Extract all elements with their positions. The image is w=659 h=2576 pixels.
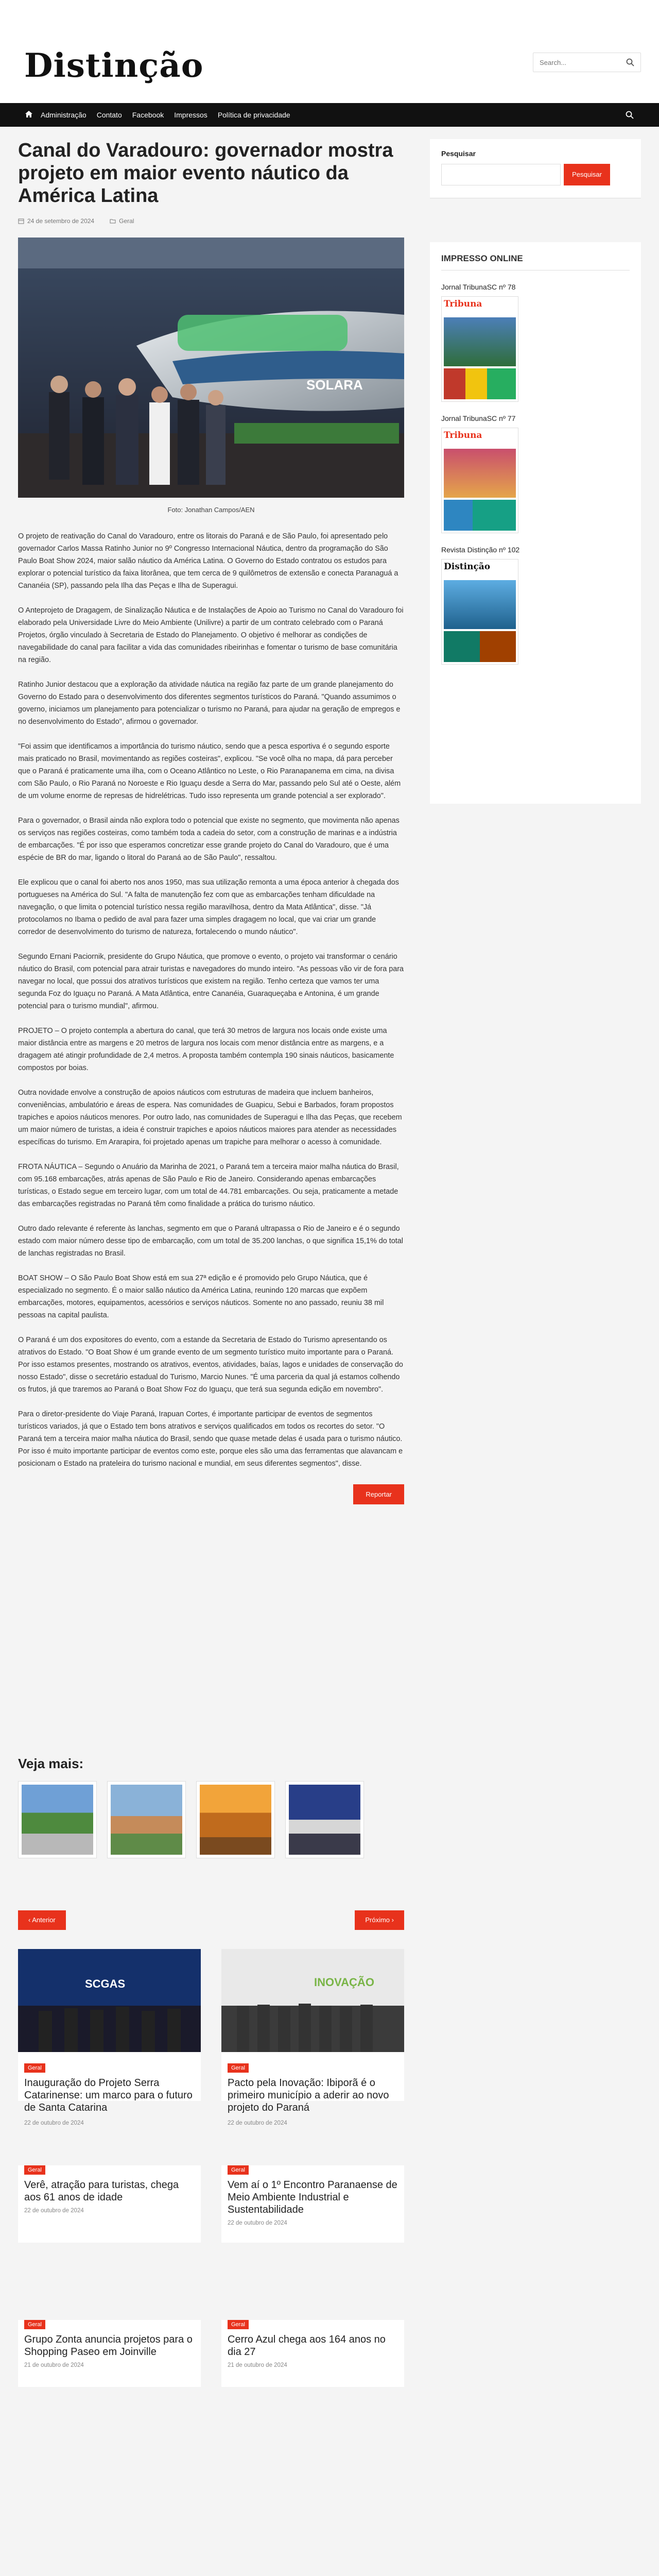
impresso-online-widget: [430, 242, 641, 804]
article-category[interactable]: Geral: [119, 217, 134, 225]
article-paragraph: O Anteprojeto de Dragagem, de Sinalização Náutica e de Instalações de Apoio ao Turismo no Canal do Varadouro foi elaborado pela Universidade Livre do Meio Ambiente (Unilivre) a partir de um contrato celebrado com o Paraná Projetos, órgão vinculado à Secretaria de Estado do Planejamento. O objetivo é melhorar as condições de navegabilidade do canal para facilitar a vida das comunidades ribeirinhas e fomentar o turismo de base comunitária na região.: [18, 606, 404, 664]
nav-item-privacidade[interactable]: Política de privacidade: [217, 111, 290, 119]
nav-item-contato[interactable]: Contato: [96, 111, 122, 119]
main-nav: [0, 103, 659, 127]
site-header: [0, 0, 659, 103]
article-paragraph: PROJETO – O projeto contempla a abertura do canal, que terá 30 metros de largura nos locais onde existe uma maior distância entre as margens e 20 metros de largura nos locais com menor distância entre as margens, e a dragagem até atingir profundidade de 2,4 metros. A proposta também contempla 190 sinais náuticos, basicamente compostos por boias.: [18, 1027, 394, 1072]
nav-item-impressos[interactable]: Impressos: [174, 111, 207, 119]
next-post-button[interactable]: Próximo ›: [355, 1910, 404, 1930]
report-button[interactable]: Reportar: [353, 1484, 404, 1504]
site-logo[interactable]: Distinção: [24, 46, 204, 85]
magazine-cover[interactable]: Tribuna: [441, 428, 518, 533]
nav-search-icon[interactable]: [626, 111, 634, 119]
prev-post-button[interactable]: ‹ Anterior: [18, 1910, 66, 1930]
related-thumb[interactable]: [196, 1781, 275, 1858]
header-search[interactable]: [533, 53, 641, 72]
article-paragraph: O Paraná é um dos expositores do evento, com a estande da Secretaria de Estado do Turismo apresentando os atrativos do Estado. "O Boat Show é um grande evento de um segmento turístico muito importante para o Paraná. Por isso estamos presentes, mostrando os atrativos, eventos, atividades, baías, lagos e unidades de conservação do nosso Estado", disse o secretário estadual do Turismo, Marcio Nunes. "É uma parceria da qual já estamos colhendo os frutos, já que traremos ao Paraná o Boat Show Foz do Iguaçu, que terá sua segunda edição em novembro".: [18, 1336, 403, 1394]
article-paragraph: Outro dado relevante é referente às lanchas, segmento em que o Paraná ultrapassa o Rio de Janeiro e é o segundo estado com maior número desse tipo de embarcação, com um total de 35.200 lanchas, o que significa 15,1% do total de lanchas registradas no Brasil.: [18, 1225, 403, 1258]
post-badge[interactable]: Geral: [24, 2165, 45, 2175]
article-hero-image: [18, 238, 404, 498]
header-search-input[interactable]: [533, 53, 616, 72]
related-thumb[interactable]: [107, 1781, 186, 1858]
article-paragraph: Outra novidade envolve a construção de apoios náuticos com estruturas de madeira que incluem banheiros, conveniências, ambulatório e áreas de espera. Nas comunidades de Guapicu, Sebui e Barbados, foram propostos trapiches e apoios náuticos menores. Por outro lado, nas comunidades de Superagui e Ilha das Peças, que recebem um maior número de turistas, a ideia é construir trapiches e apoios náuticos maiores para atender as necessidades específicas do turismo. Em Ararapira, foi projetado apenas um trapiche para melhorar o acesso à comunidade.: [18, 1089, 402, 1146]
magazine-item[interactable]: [441, 414, 630, 533]
post-badge[interactable]: Geral: [24, 2063, 45, 2073]
post-badge[interactable]: Geral: [228, 2063, 249, 2073]
sidebar-search-input[interactable]: [441, 164, 561, 185]
post-card[interactable]: [18, 2165, 201, 2243]
related-thumb[interactable]: [18, 1781, 97, 1858]
home-icon[interactable]: [18, 103, 36, 127]
magazine-label[interactable]: Jornal TribunaSC nº 78: [441, 283, 516, 291]
nav-item-administracao[interactable]: Administração: [41, 111, 86, 119]
sidebar-search: [430, 139, 641, 198]
article-paragraph: O projeto de reativação do Canal do Varadouro, entre os litorais do Paraná e de São Paulo, foi apresentado pelo governador Carlos Massa Ratinho Junior no 9º Congresso Internacional Náutica, dentro da programação do São Paulo Boat Show 2024, maior salão náutico da América Latina. O Governo do Estado contratou os estudos para explorar o potencial turístico da faixa litorânea, que tem cerca de 9 quilômetros de extensão e conecta Paranaguá a Cananéia (SP), passando pela Ilha das Peças e Ilha de Superagui.: [18, 532, 398, 590]
article-paragraph: BOAT SHOW – O São Paulo Boat Show está em sua 27ª edição e é promovido pelo Grupo Náutica, que é especializado no segmento. É o maior salão náutico da América Latina, reunindo 120 marcas que expõem embarcações, motores, equipamentos, acessórios e serviços náuticos. Somente no ano passado, reuniu 38 mil pessoas na capital paulista.: [18, 1274, 384, 1319]
article-body: [18, 530, 404, 1470]
post-date: 22 de outubro de 2024: [228, 2220, 287, 2226]
impresso-online-title: IMPRESSO ONLINE: [441, 253, 630, 270]
sidebar: [430, 139, 641, 572]
post-card[interactable]: [221, 1949, 404, 2126]
post-title[interactable]: Verê, atração para turistas, chega aos 61 anos de idade: [24, 2179, 179, 2203]
post-title[interactable]: Cerro Azul chega aos 164 anos no dia 27: [228, 2334, 386, 2358]
article-paragraph: Segundo Ernani Paciornik, presidente do Grupo Náutica, que promove o evento, o projeto vai transformar o cenário náutico do Brasil, com potencial para atrair turistas e navegadores do mundo inteiro. "As pessoas vão vir de fora para navegar no local, que possui dos atrativos turísticos que existem na região. Tenho certeza que vamos ter uma segunda Foz do Iguaçu no Paraná. A Mata Atlântica, entre Cananéia, Guaraqueçaba e Antonina, é um grande potencial para o turismo mundial", afirmou.: [18, 953, 404, 1010]
post-badge[interactable]: Geral: [228, 2320, 249, 2329]
post-badge[interactable]: Geral: [24, 2320, 45, 2329]
svg-text:INOVAÇÃO: INOVAÇÃO: [314, 1976, 374, 1989]
post-date: 21 de outubro de 2024: [24, 2362, 84, 2368]
article-paragraph: Para o diretor-presidente do Viaje Paraná, Irapuan Cortes, é importante participar de eventos de segmentos turísticos variados, já que o Estado tem bons atrativos e serviços qualificados em todos os recortes do setor. "O Paraná tem a terceira maior malha náutica do Brasil, sendo que quase metade delas é usada para o turismo náutico. Por isso é muito importante participar de eventos como este, porque eles são uma das ferramentas que alavancam e posicionam o Estado na prateleira do turismo nacional e mundial, em seus diferentes segmentos", disse.: [18, 1410, 403, 1468]
article: [18, 139, 404, 1504]
sidebar-search-button[interactable]: Pesquisar: [564, 164, 610, 185]
article-paragraph: FROTA NÁUTICA – Segundo o Anuário da Marinha de 2021, o Paraná tem a terceira maior malha náutica do Brasil, com 95.168 embarcações, atrás apenas de São Paulo e Rio de Janeiro. Considerando apenas embarcações turísticas, o Estado segue em terceiro lugar, com um total de 44.781 embarcações. Ou seja, praticamente a metade das embarcações registradas no Paraná têm como finalidade a prática do turismo náutico.: [18, 1163, 399, 1208]
image-caption: Foto: Jonathan Campos/AEN: [167, 506, 255, 514]
post-date: 22 de outubro de 2024: [24, 2120, 84, 2126]
post-card[interactable]: [221, 2320, 404, 2387]
post-title[interactable]: Vem aí o 1º Encontro Paranaense de Meio Ambiente Industrial e Sustentabilidade: [228, 2179, 397, 2215]
magazine-item[interactable]: [441, 283, 630, 402]
svg-text:SCGAS: SCGAS: [85, 1977, 126, 1990]
magazine-item[interactable]: [441, 546, 630, 665]
article-paragraph: Ele explicou que o canal foi aberto nos anos 1950, mas sua utilização remonta a uma época anterior à chegada dos portugueses na América do Sul. "A falta de manutenção fez com que as embarcações tenham dificuldade na navegação, o que limita o potencial turístico nessa região maravilhosa, dentro da Mata Atlântica", disse. "Já protocolamos no Ibama o pedido de aval para fazer uma simples dragagem no local, que vai criar um grande corredor de desenvolvimento do turismo de natureza, fortalecendo o mundo náutico".: [18, 878, 399, 936]
sidebar-search-title: Pesquisar: [441, 149, 476, 158]
magazine-cover[interactable]: Tribuna: [441, 296, 518, 402]
post-title[interactable]: Grupo Zonta anuncia projetos para o Shopping Paseo em Joinville: [24, 2334, 193, 2358]
related-thumbs: [18, 1781, 404, 1858]
related-thumb[interactable]: [285, 1781, 364, 1858]
magazine-cover[interactable]: Distinção: [441, 559, 518, 665]
post-card[interactable]: [18, 1949, 201, 2126]
article-paragraph: "Foi assim que identificamos a importância do turismo náutico, sendo que a pesca esportiva é o segundo esporte mais praticado no Brasil, movimentando as regiões costeiras", explicou. "Se você olha no mapa, dá para perceber que o Paraná é praticamente uma ilha, com o Oceano Atlântico no Leste, o Rio Paranapanema em cima, na divisa com São Paulo, o Rio Paraná no Noroeste e Rio Iguaçu desde a Serra do Mar, passando pelo Sul até o Oeste, além de um volume enorme de represas de hidrelétricas. Tudo isso representa um grande potencial a ser explorado".: [18, 742, 401, 800]
post-badge[interactable]: Geral: [228, 2165, 249, 2175]
folder-icon: [110, 218, 116, 224]
search-icon[interactable]: [626, 58, 634, 66]
article-date[interactable]: 24 de setembro de 2024: [27, 217, 95, 225]
calendar-icon: [18, 218, 24, 224]
nav-item-facebook[interactable]: Facebook: [132, 111, 164, 119]
article-meta: [18, 217, 404, 225]
article-paragraph: Ratinho Junior destacou que a exploração da atividade náutica na região faz parte de um grande planejamento do Governo do Estado para o desenvolvimento dos diferentes segmentos turísticos do Paraná. "Quando assumimos o governo, iniciamos um planejamento para potencializar o turismo no Paraná, para ajudar na geração de empregos e no desenvolvimento do Estado", afirmou o governador.: [18, 681, 401, 726]
related-heading: Veja mais:: [18, 1756, 84, 1771]
post-title[interactable]: Pacto pela Inovação: Ibiporã é o primeiro município a aderir ao novo projeto do Paraná: [228, 2077, 389, 2113]
related-section: [18, 1756, 404, 2368]
post-title[interactable]: Inauguração do Projeto Serra Catarinense: um marco para o futuro de Santa Catarina: [24, 2077, 193, 2113]
post-date: 22 de outubro de 2024: [24, 2208, 84, 2214]
post-card[interactable]: [221, 2165, 404, 2243]
post-date: 21 de outubro de 2024: [228, 2362, 287, 2368]
svg-text:SOLARA: SOLARA: [306, 377, 363, 393]
article-title: Canal do Varadouro: governador mostra projeto em maior evento náutico da América Latina: [18, 140, 393, 207]
magazine-label[interactable]: Jornal TribunaSC nº 77: [441, 414, 516, 422]
post-date: 22 de outubro de 2024: [228, 2120, 287, 2126]
post-pagination: [18, 1910, 404, 1930]
magazine-label[interactable]: Revista Distinção nº 102: [441, 546, 520, 554]
post-card[interactable]: [18, 2320, 201, 2387]
article-paragraph: Para o governador, o Brasil ainda não explora todo o potencial que existe no segmento, que movimenta não apenas os serviços nas regiões costeiras, como também toda a cadeia do setor, com a construção de marinas e a indústria de embarcações. "É por isso que esperamos concretizar esse grande projeto do Canal do Varadouro, que é uma espécie de BR do mar, ligando o litoral do Paraná ao de São Paulo", ressaltou.: [18, 817, 400, 862]
